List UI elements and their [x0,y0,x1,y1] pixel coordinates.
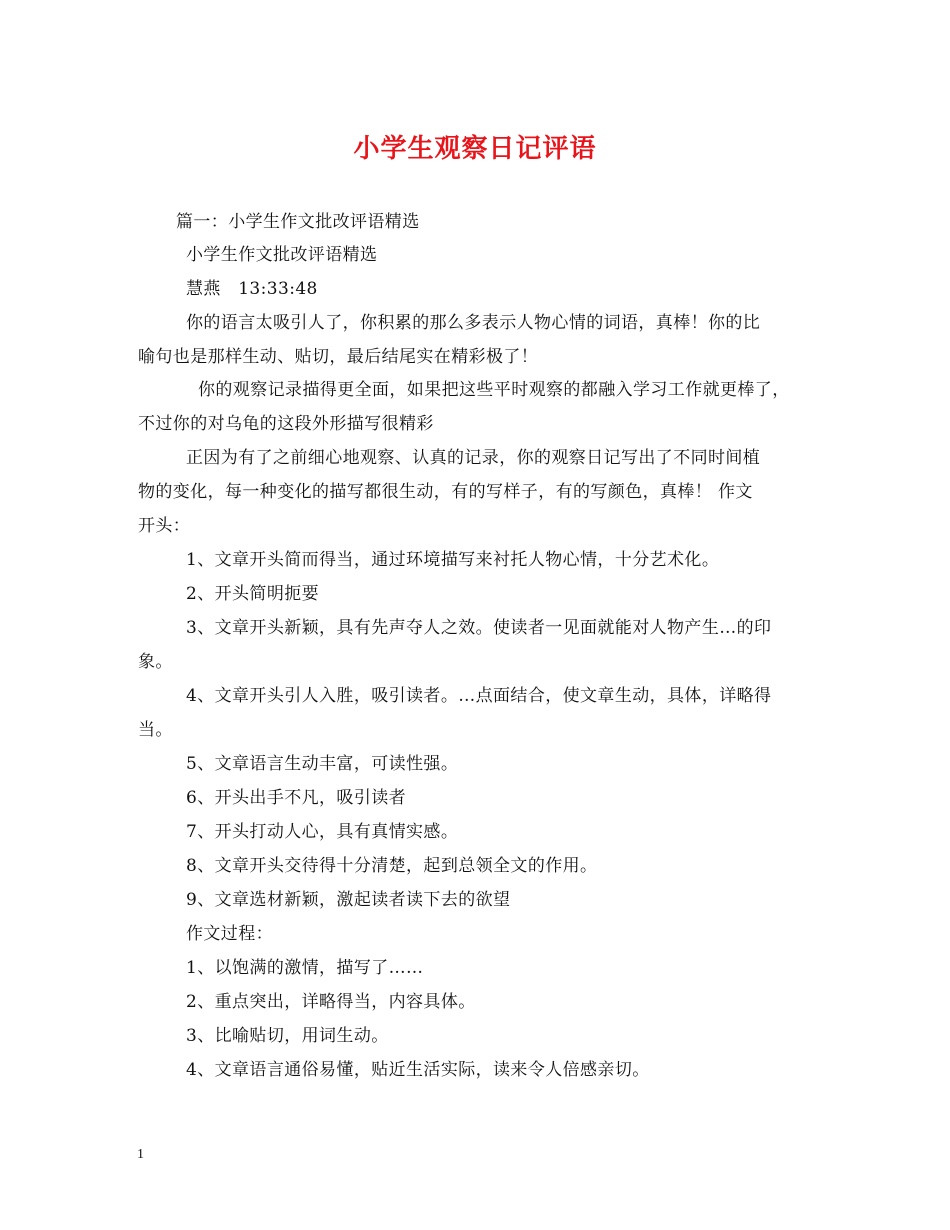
list-item: 3、比喻贴切，用词生动。 [186,1026,389,1046]
list-item: 3、文章开头新颖，具有先声夺人之效。使读者一见面就能对人物产生…的印 [186,618,772,638]
list-item: 5、文章语言生动丰富，可读性强。 [186,754,459,774]
paragraph-line: 物的变化，每一种变化的描写都很生动，有的写样子，有的写颜色，真棒！ 作文 [138,482,753,502]
author-time: 慧燕 13:33:48 [186,279,318,299]
list-item: 1、以饱满的激情，描写了…… [186,958,424,978]
list-item: 6、开头出手不凡，吸引读者 [186,788,407,808]
subheading: 小学生作文批改评语精选 [186,245,378,265]
document-title: 小学生观察日记评语 [353,134,597,164]
list-item: 8、文章开头交待得十分清楚，起到总领全文的作用。 [186,856,598,876]
list-item: 4、文章语言通俗易懂，贴近生活实际，读来令人倍感亲切。 [186,1060,650,1080]
list-item: 2、开头简明扼要 [186,584,320,604]
list-item: 9、文章选材新颖，激起读者读下去的欲望 [186,890,511,910]
list-item: 1、文章开头简而得当，通过环境描写来衬托人物心情，十分艺术化。 [186,550,720,570]
paragraph-line: 你的语言太吸引人了，你积累的那么多表示人物心情的词语，真棒！你的比 [186,313,761,333]
list-item-continuation: 当。 [138,720,173,740]
list-item: 2、重点突出，详略得当，内容具体。 [186,992,476,1012]
paragraph-line: 不过你的对乌龟的这段外形描写很精彩 [138,414,434,434]
page-number: 1 [137,1147,144,1162]
paragraph-line: 喻句也是那样生动、贴切，最后结尾实在精彩极了！ [138,347,539,367]
paragraph-line: 正因为有了之前细心地观察、认真的记录，你的观察日记写出了不同时间植 [186,448,761,468]
paragraph-line: 你的观察记录描得更全面，如果把这些平时观察的都融入学习工作就更棒了， [198,380,790,400]
list-item: 7、开头打动人心，具有真情实感。 [186,822,459,842]
section-heading: 篇一：小学生作文批改评语精选 [176,212,420,232]
paragraph-line: 开头： [138,516,191,536]
section-label: 作文过程： [186,924,273,944]
list-item-continuation: 象。 [138,652,173,672]
list-item: 4、文章开头引人入胜，吸引读者。…点面结合，使文章生动，具体，详略得 [186,686,772,706]
